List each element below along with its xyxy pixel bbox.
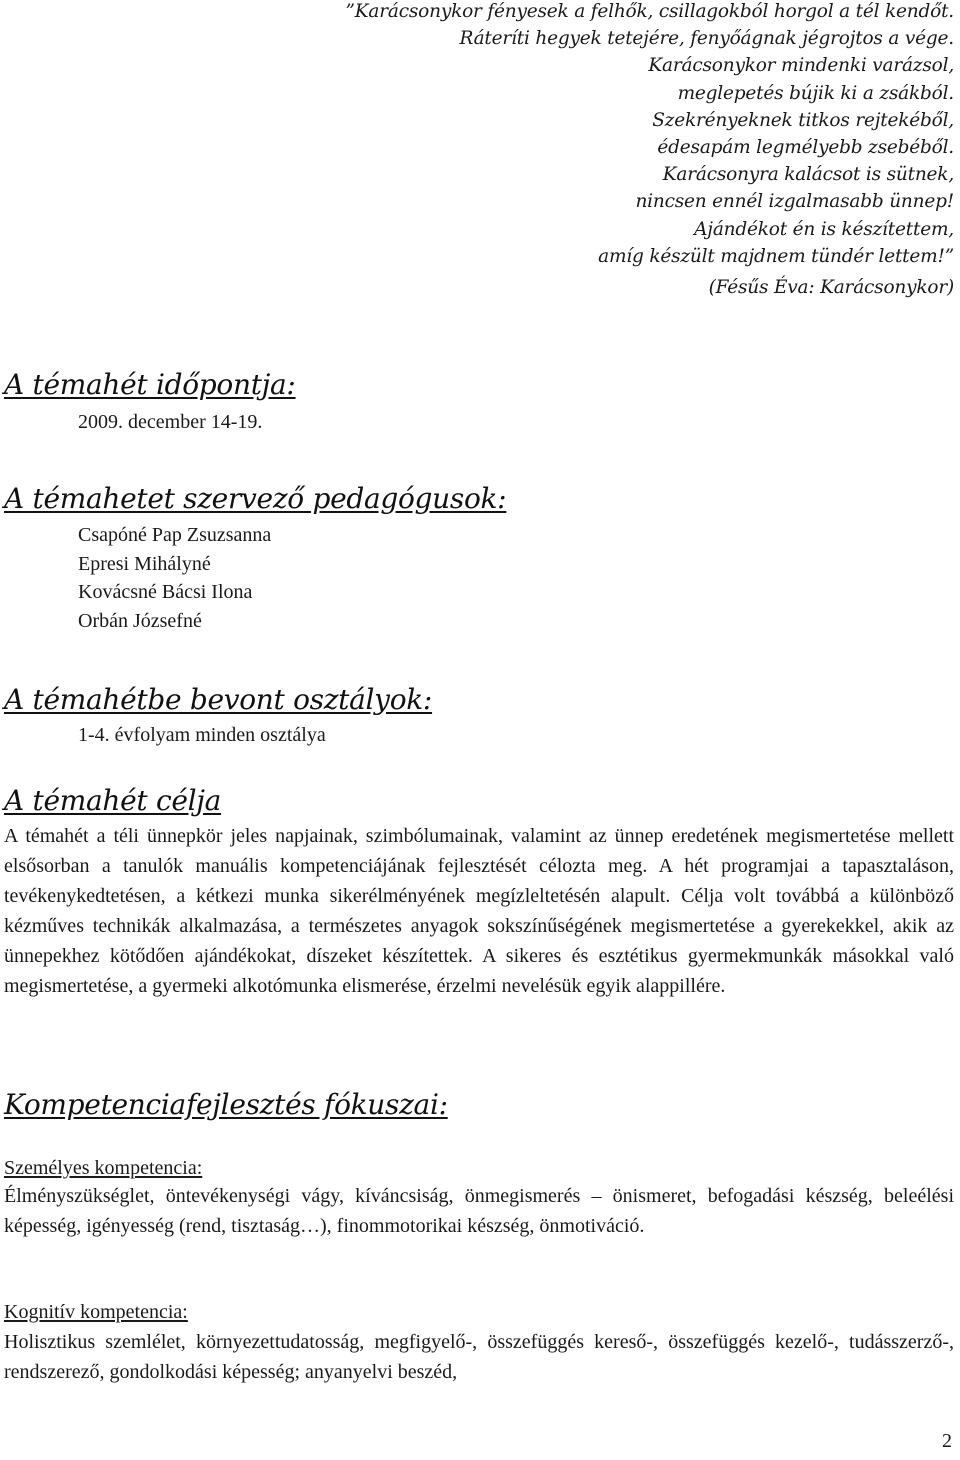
- classes-value: 1-4. évfolyam minden osztálya: [78, 724, 326, 746]
- goal-paragraph: A témahét a téli ünnepkör jeles napjainak, szimbólumainak, valamint az ünnep eredetének megismertetése mellett elsősorban a tanulók manuális kompetenciájának fejlesztését célozta meg. A hét programjai a tapasztaláson, tevékenykedtetésen, a kétkezi munka sikerélményének megízleltetésén alapult. Célja volt továbbá a különböző kézműves technikák alkalmazása, a természetes anyagok sokszínűségének megismertetése a gyerekekkel, akik az ünnepekhez kötődően ajándékokat, díszeket készítettek. A sikeres és esztétikus gyermekmunkák másokkal való megismertetése, a gyermeki alkotómunka elismerése, érzelmi nevelésük egyik alappillére.: [4, 825, 954, 997]
- organizer-name: Orbán Józsefné: [78, 609, 202, 632]
- competence-heading: Kompetenciafejlesztés fókuszai:: [4, 1088, 448, 1121]
- poem-line: Ráteríti hegyek tetejére, fenyőágnak jégrojtos a vége.: [459, 28, 954, 50]
- poem-line: ”Karácsonykor fényesek a felhők, csillagokból horgol a tél kendőt.: [345, 1, 954, 22]
- cognitive-competence-label: Kognitív kompetencia:: [4, 1301, 188, 1323]
- cognitive-competence-text: Holisztikus szemlélet, környezettudatosság, megfigyelő-, összefüggés kereső-, összefüggés kezelő-, tudásszerző-, rendszerező, gondolkodási képesség; anyanyelvi beszéd,: [4, 1331, 954, 1383]
- poem-block: [334, 0, 954, 301]
- poem-line: Ajándékot én is készítettem,: [694, 218, 954, 240]
- personal-competence-text: Élményszükséglet, öntevékenységi vágy, kíváncsiság, önmegismerés – önismeret, befogadási készség, beleélési képesség, igényesség (rend, tisztaság…), finommotorikai készség, önmotiváció.: [4, 1185, 954, 1237]
- organizer-name: Epresi Mihályné: [78, 552, 211, 575]
- goal-heading: A témahét célja: [4, 784, 222, 817]
- organizers-list: [78, 521, 271, 635]
- poem-line: nincsen ennél izgalmasabb ünnep!: [635, 191, 954, 213]
- organizer-name: Kovácsné Bácsi Ilona: [78, 581, 253, 604]
- poem-line: amíg készült majdnem tündér lettem!”: [598, 245, 954, 267]
- poem-line: Karácsonyra kalácsot is sütnek,: [662, 164, 954, 186]
- page-number: 2: [942, 1430, 952, 1452]
- organizers-heading: A témahetet szervező pedagógusok:: [4, 482, 507, 515]
- classes-heading: A témahétbe bevont osztályok:: [4, 683, 433, 716]
- poem-line: édesapám legmélyebb zsebéből.: [657, 137, 954, 159]
- poem-line: Szekrényeknek titkos rejtekéből,: [652, 109, 954, 131]
- date-heading: A témahét időpontja:: [4, 368, 296, 401]
- poem-line: Karácsonykor mindenki varázsol,: [648, 55, 954, 77]
- personal-competence-label: Személyes kompetencia:: [4, 1157, 203, 1179]
- poem-attribution: (Fésűs Éva: Karácsonykor): [708, 277, 954, 299]
- poem-line: meglepetés bújik ki a zsákból.: [677, 82, 954, 104]
- organizer-name: Csapóné Pap Zsuzsanna: [78, 524, 272, 546]
- date-value: 2009. december 14-19.: [78, 411, 263, 433]
